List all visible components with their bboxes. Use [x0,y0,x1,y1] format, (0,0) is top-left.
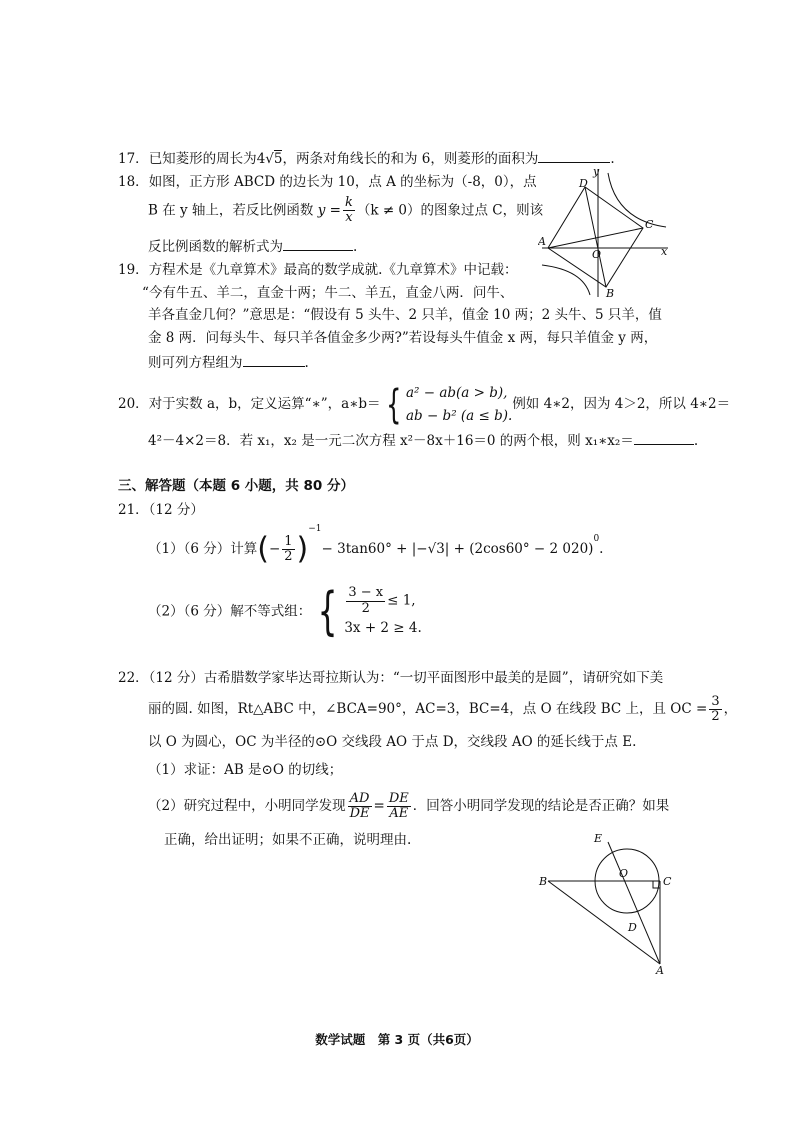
question-21-part-2 [148,582,422,642]
label-a: A [538,235,546,248]
radicand: 5 [273,151,283,167]
fraction-3-minus-x-over-2 [346,586,385,616]
label-c: C [645,218,654,231]
answer-blank[interactable] [538,150,610,163]
question-text: 则可列方程组为 [148,355,243,371]
question-text: 的图象过点 C，则该 [420,202,544,219]
label-o: O [619,867,629,880]
question-text: 例如 4∗2，因为 4＞2，所以 4∗2＝ [512,396,731,413]
label-d: D [628,921,637,934]
label-b: B [539,875,548,888]
question-19-line-4 [148,330,657,346]
question-text: B 在 y 轴上，若反比例函数 [148,202,314,219]
denominator: 2 [284,549,293,564]
figure-q18 [538,165,673,300]
question-number: 19． [118,262,149,278]
question-number: 22．（12 分） [118,670,204,686]
part-text: ．回答小明同学发现的结论是否正确？如果 [412,798,670,815]
expression: − 3tan60° + |−√3| + (2cos60° − 2 020) [321,540,594,557]
answer-blank[interactable] [634,432,694,445]
question-text: 以 O 为圆心，OC 为半径的⊙O 交线段 AO 于点 D，交线段 AO 的延长线于点 E. [148,734,637,750]
piecewise-cases [406,382,512,428]
question-text: 古希腊数学家毕达哥拉斯认为：“一切平面图形中最美的是圆”，请研究如下美 [203,670,664,686]
denominator: x [345,210,353,226]
question-19-line-3 [148,307,662,323]
part-text: （2）研究过程中，小明同学发现 [148,798,346,815]
label-d: D [579,177,588,190]
question-text: 已知菱形的周长为 [148,151,257,167]
exponent-zero: 0 [593,534,600,544]
exponent: −1 [308,524,322,534]
label-o: O [592,248,602,261]
question-18-line-2 [148,196,543,226]
equals-sign: = [373,798,385,815]
figure-q22 [536,828,681,976]
inequality-system [344,586,421,637]
left-brace: { [385,381,401,428]
question-21-header: 21．（12 分） [118,502,204,518]
question-22-part-2-line-1 [148,792,669,822]
period: . [693,433,699,449]
question-text: 金 8 两．问每头牛、每只羊各值金多少两?”若设每头牛值金 x 两，每只羊值金 y 两， [148,330,658,346]
question-text: 反比例函数的解析式为 [148,239,283,255]
fraction-de-over-ae [387,792,411,822]
radical-coefficient: 4 [256,151,266,167]
question-20-line-1 [118,382,730,428]
question-22-line-2 [148,695,737,725]
question-18-line-3 [148,238,357,255]
part-label: （1）（6 分）计算 [148,540,258,557]
left-brace: { [317,582,338,642]
question-number: 17． [118,151,149,167]
period: . [599,540,604,557]
segment-ac [548,228,643,248]
label-y: y [593,165,600,178]
question-text: 方程术是《九章算术》最高的数学成就.《九章算术》中记载： [148,262,518,278]
period: . [610,151,615,167]
numerator: k [344,195,353,210]
denominator: DE [349,806,370,822]
section-3-title: 三、解答题（本题 6 小题，共 80 分） [118,478,354,494]
question-19-line-1 [118,262,517,278]
question-text: 丽的圆. 如图，Rt△ABC 中，∠BCA=90°，AC=3，BC=4，点 O 在线段 BC 上，且 OC = [148,701,708,718]
function-lhs: y = [317,202,341,219]
label-b: B [606,287,615,300]
segment-db [585,187,606,287]
sqrt-sign: √ [265,151,274,167]
inequality-2: 3x + 2 ≥ 4. [344,620,422,637]
question-22-part-2-line-2: 正确，给出证明；如果不正确，说明理由. [164,832,412,848]
question-18-line-1 [118,174,537,190]
question-text: 对于实数 a，b，定义运算“∗”，a∗b＝ [148,396,381,413]
fraction-k-over-x [343,196,355,226]
fraction-ad-over-de [348,792,372,822]
segment-ae [608,842,660,964]
question-number: 20． [118,396,149,413]
condition: （k ≠ 0） [356,202,421,219]
numerator: DE [388,791,409,806]
fraction-three-halves [709,695,721,725]
answer-blank[interactable] [243,354,305,367]
question-text: 如图，正方形 ABCD 的边长为 10，点 A 的坐标为（-8，0），点 [148,174,537,190]
label-x: x [661,245,668,258]
period: . [353,239,358,255]
question-22-line-3 [148,734,636,750]
right-paren: ) [296,531,309,567]
hyperbola-branch-1 [608,173,666,227]
segment-ba [548,881,660,964]
page-footer: 数学试题 第 3 页（共6页） [315,1032,479,1047]
label-a: A [656,964,664,976]
inequality-1 [344,586,421,616]
denominator: 2 [361,600,370,616]
answer-blank[interactable] [283,238,353,251]
label-e: E [594,832,603,845]
question-22-line-1 [118,670,663,686]
question-19-line-2 [142,285,513,301]
question-text: 4²－4×2＝8．若 x₁，x₂ 是一元二次方程 x²－8x＋16＝0 的两个根，则 x₁∗x₂＝ [148,433,634,449]
minus-sign: − [268,540,281,557]
numerator: 3 − x [348,585,384,601]
numerator: 3 [711,694,720,709]
numerator: 1 [284,533,293,549]
denominator: AE [389,806,409,822]
case-2: ab − b² (a ≤ b). [405,407,513,424]
question-22-part-1: （1）求证：AB 是⊙O 的切线； [148,762,343,778]
question-text: ，两条对角线长的和为 6，则菱形的面积为 [282,151,539,167]
left-paren: ( [257,531,269,567]
case-1: a² − ab(a > b), [405,385,508,401]
label-c: C [663,875,672,888]
question-20-line-2 [148,432,698,449]
comma: ， [723,701,738,718]
part-label: （2）（6 分）解不等式组： [148,603,312,620]
denominator: 2 [711,709,720,725]
question-number: 18． [118,174,149,190]
question-21-part-1 [148,525,603,565]
question-text: “今有牛五、羊二，直金十两；牛二、羊五，直金八两．问牛、 [142,285,514,301]
hyperbola-branch-2 [542,265,590,295]
numerator: AD [348,792,372,807]
question-text: 羊各直金几何？”意思是：“假设有 5 头牛、2 只羊，值金 10 两；2 头牛、5 只羊，值 [148,307,662,323]
period: . [304,355,309,371]
fraction-one-half [282,535,294,565]
question-19-line-5 [148,354,309,371]
inequality-rhs: ≤ 1, [387,592,416,609]
